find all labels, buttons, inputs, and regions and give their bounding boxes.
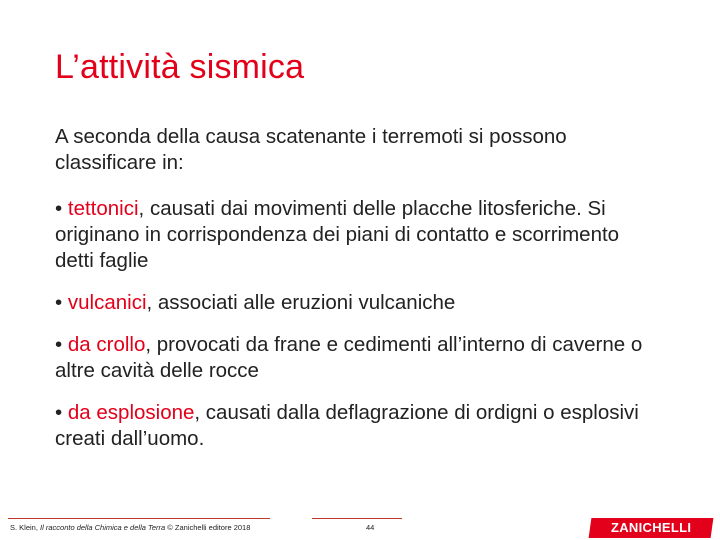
list-item-da-crollo [55, 332, 655, 384]
item-description: , associati alle eruzioni vulcaniche [146, 291, 456, 314]
bullet: • [55, 291, 63, 314]
list-item-vulcanici [55, 290, 655, 316]
page-number: 44 [366, 523, 375, 532]
footer [0, 512, 720, 540]
list-item-tettonici [55, 196, 655, 274]
slide-body [55, 124, 655, 470]
zanichelli-logo [589, 518, 714, 538]
item-description: , provocati da frane e cedimenti all’interno di caverne o altre cavità delle rocce [55, 333, 643, 382]
logo-text: ZANICHELLI [610, 520, 692, 535]
bullet: • [55, 401, 63, 424]
list-item-da-esplosione [55, 400, 655, 452]
term-tettonici: tettonici [67, 197, 139, 220]
credit-book-title: Il racconto della Chimica e della Terra [40, 523, 166, 532]
footer-credit [10, 523, 250, 532]
credit-publisher: © Zanichelli editore 2018 [165, 523, 251, 532]
term-vulcanici: vulcanici [67, 291, 147, 314]
credit-author: S. Klein, [10, 523, 41, 532]
term-da-esplosione: da esplosione [67, 401, 195, 424]
footer-divider [312, 518, 402, 519]
bullet: • [55, 333, 63, 356]
slide-title: L’attività sismica [55, 48, 305, 86]
bullet: • [55, 197, 63, 220]
item-description: , causati dai movimenti delle placche litosferiche. Si originano in corrispondenza dei piani di contatto e scorrimento detti faglie [55, 197, 620, 272]
intro-paragraph: A seconda della causa scatenante i terremoti si possono classificare in: [55, 125, 567, 174]
term-da-crollo: da crollo [67, 333, 146, 356]
footer-divider [8, 518, 270, 519]
item-description: , causati dalla deflagrazione di ordigni o esplosivi creati dall’uomo. [55, 401, 639, 450]
